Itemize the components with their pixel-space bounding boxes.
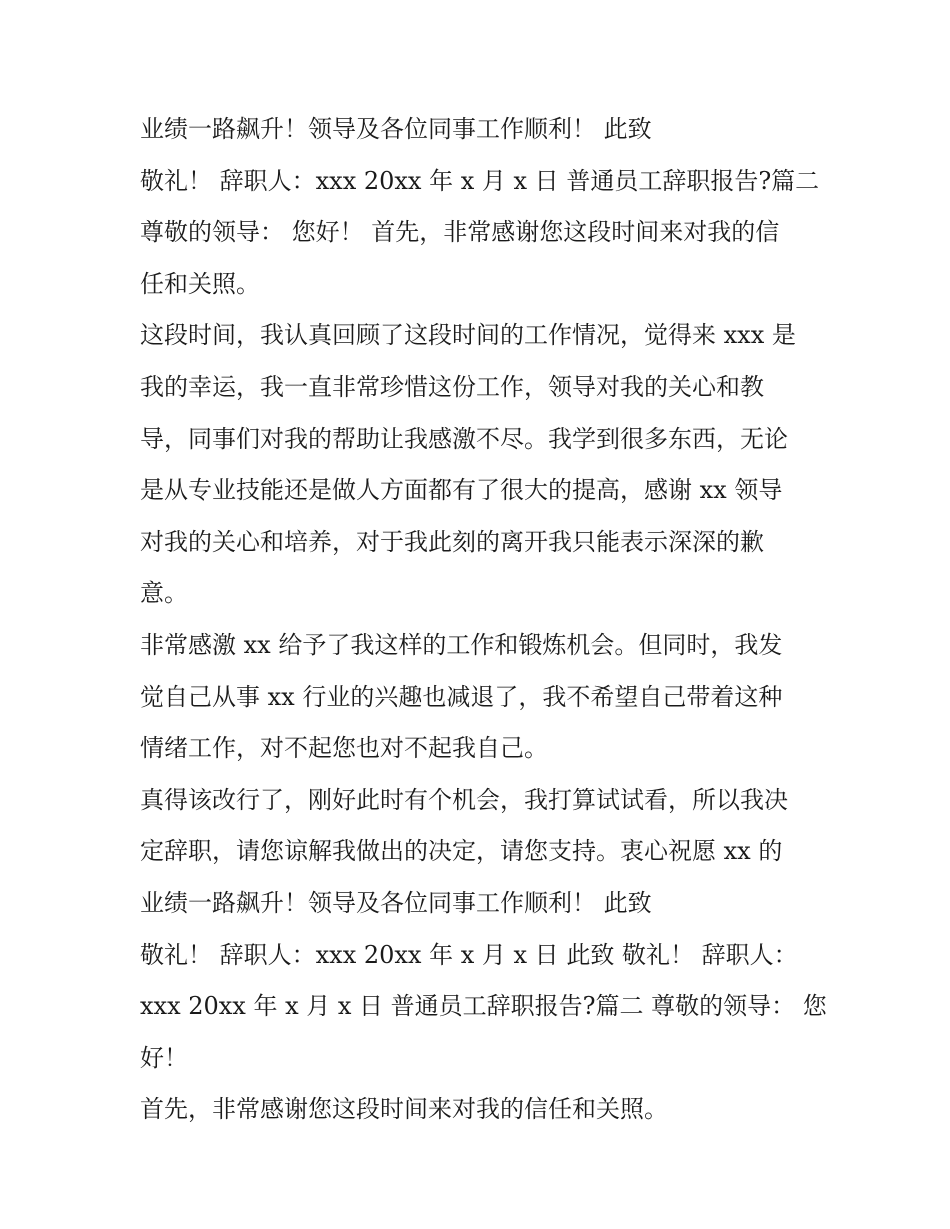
text-line: 这段时间，我认真回顾了这段时间的工作情况，觉得来 xxx 是	[140, 321, 796, 350]
text-line: 好！	[140, 1043, 188, 1072]
text-line: 尊敬的领导： 您好！ 首先，非常感谢您这段时间来对我的信	[140, 218, 780, 247]
text-line: 导，同事们对我的帮助让我感激不尽。我学到很多东西，无论	[140, 424, 788, 453]
text-line: 首先，非常感谢您这段时间来对我的信任和关照。	[140, 1095, 668, 1124]
text-line: 意。	[140, 579, 188, 608]
text-line: 业绩一路飙升！领导及各位同事工作顺利！ 此致	[140, 888, 652, 917]
text-line: 真得该改行了，刚好此时有个机会，我打算试试看，所以我决	[140, 785, 788, 814]
text-line: 是从专业技能还是做人方面都有了很大的提高，感谢 xx 领导	[140, 476, 783, 505]
text-line: xxx 20xx 年 x 月 x 日 普通员工辞职报告?篇二 尊敬的领导： 您	[140, 992, 827, 1021]
text-line: 业绩一路飙升！领导及各位同事工作顺利！ 此致	[140, 115, 652, 143]
text-line: 定辞职，请您谅解我做出的决定，请您支持。衷心祝愿 xx 的	[140, 837, 783, 866]
text-line: 觉自己从事 xx 行业的兴趣也减退了，我不希望自己带着这种	[140, 682, 783, 711]
text-line: 我的幸运，我一直非常珍惜这份工作，领导对我的关心和教	[140, 372, 764, 401]
text-line: 非常感激 xx 给予了我这样的工作和锻炼机会。但同时，我发	[140, 630, 783, 659]
text-line: 任和关照。	[140, 269, 260, 298]
text-line: 对我的关心和培养，对于我此刻的离开我只能表示深深的歉	[140, 527, 764, 556]
text-line: 敬礼！ 辞职人：xxx 20xx 年 x 月 x 日 此致 敬礼！ 辞职人：	[140, 940, 798, 969]
text-line: 情绪工作，对不起您也对不起我自己。	[140, 734, 548, 763]
text-line: 敬礼！ 辞职人：xxx 20xx 年 x 月 x 日 普通员工辞职报告?篇二	[140, 166, 820, 195]
document-body	[140, 104, 827, 1136]
